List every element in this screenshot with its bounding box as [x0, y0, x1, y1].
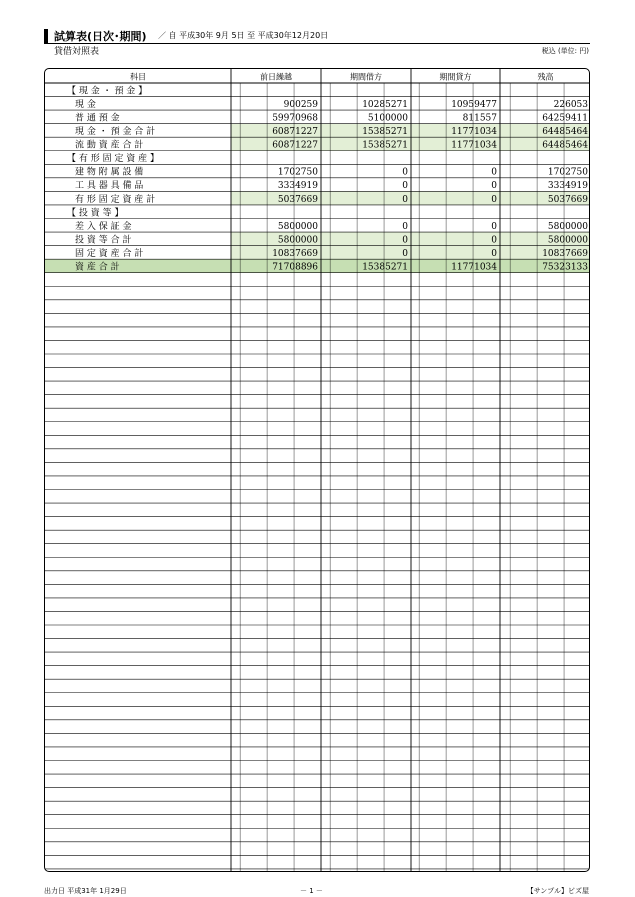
row-value: 75323133	[542, 262, 588, 273]
row-value: 0	[402, 248, 408, 259]
row-label-section: 【 有 形 固 定 資 産 】	[67, 154, 160, 165]
row-label-section: 【 投 資 等 】	[67, 208, 124, 219]
row-value: 60871227	[272, 140, 318, 151]
row-value: 64485464	[542, 127, 588, 137]
row-value: 0	[491, 235, 497, 246]
row-value: 1702750	[277, 167, 318, 178]
row-label-item: 現 金	[75, 99, 96, 110]
row-label-item: 工 具 器 具 備 品	[75, 181, 144, 192]
title-underline	[44, 43, 590, 44]
row-label-total: 現 金 ・ 預 金 合 計	[75, 127, 156, 137]
row-value: 64485464	[542, 140, 588, 151]
tax-unit-note: 税込 (単位: 円)	[541, 47, 589, 55]
row-value: 15385271	[362, 127, 408, 137]
row-value: 60871227	[272, 127, 318, 137]
row-value: 59970968	[272, 113, 318, 124]
row-value: 226053	[553, 99, 588, 110]
row-value: 3334919	[547, 181, 588, 192]
row-value: 5037669	[547, 194, 588, 205]
row-value: 5800000	[277, 235, 318, 246]
report-subtitle: 貸借対照表	[54, 47, 100, 57]
row-value: 0	[402, 194, 408, 205]
report-title: 試算表(日次･期間)	[54, 30, 147, 43]
row-value: 10959477	[451, 99, 497, 110]
column-header-3: 期間貸方	[439, 72, 472, 82]
row-label-item: 建 物 附 属 設 備	[75, 167, 144, 178]
row-value: 3334919	[277, 181, 318, 192]
row-value: 11771034	[451, 127, 497, 137]
row-label-grand: 資 産 合 計	[75, 262, 120, 273]
row-value: 5037669	[277, 194, 318, 205]
row-value: 0	[491, 181, 497, 192]
balance-sheet-grid	[45, 69, 590, 872]
row-value: 15385271	[362, 140, 408, 151]
row-value: 0	[402, 221, 408, 232]
row-label-item: 普 通 預 金	[75, 113, 120, 124]
row-label-total: 流 動 資 産 合 計	[75, 140, 144, 151]
row-value: 15385271	[362, 262, 408, 273]
output-date: 出力日 平成31年 1月29日	[44, 887, 127, 895]
row-label-total: 投 資 等 合 計	[75, 235, 132, 246]
row-value: 5800000	[277, 221, 318, 232]
row-value: 0	[491, 248, 497, 259]
row-value: 0	[402, 181, 408, 192]
row-value: 10285271	[362, 99, 408, 110]
row-value: 11771034	[451, 140, 497, 151]
row-value: 1702750	[547, 167, 588, 178]
row-value: 5800000	[547, 235, 588, 246]
row-value: 900259	[283, 99, 318, 110]
row-label-total: 有 形 固 定 資 産 計	[75, 194, 156, 205]
row-value: 5800000	[547, 221, 588, 232]
row-value: 64259411	[542, 113, 588, 124]
row-value: 0	[402, 235, 408, 246]
column-header-0: 科目	[130, 72, 146, 82]
row-value: 0	[491, 194, 497, 205]
row-value: 10837669	[272, 248, 318, 259]
column-header-4: 残高	[537, 72, 554, 82]
row-label-total: 固 定 資 産 合 計	[75, 248, 144, 259]
row-label-item: 差 入 保 証 金	[75, 221, 132, 232]
page-number: － 1 －	[300, 887, 323, 895]
title-marker-bar	[44, 29, 48, 44]
row-value: 10837669	[542, 248, 588, 259]
row-value: 0	[491, 167, 497, 178]
row-value: 71708896	[272, 262, 318, 273]
row-value: 0	[491, 221, 497, 232]
row-label-section: 【 現 金 ・ 預 金 】	[67, 86, 148, 97]
column-header-1: 前日繰越	[260, 72, 292, 82]
row-value: 5100000	[367, 113, 408, 124]
row-value: 0	[402, 167, 408, 178]
company-brand: 【サンプル】ビズ屋	[526, 887, 589, 895]
balance-sheet-table	[44, 68, 590, 872]
row-value: 811557	[462, 113, 497, 124]
column-header-2: 期間借方	[350, 72, 382, 82]
report-period: ／ 自 平成30年 9月 5日 至 平成30年12月20日	[158, 31, 329, 40]
row-value: 11771034	[451, 262, 497, 273]
